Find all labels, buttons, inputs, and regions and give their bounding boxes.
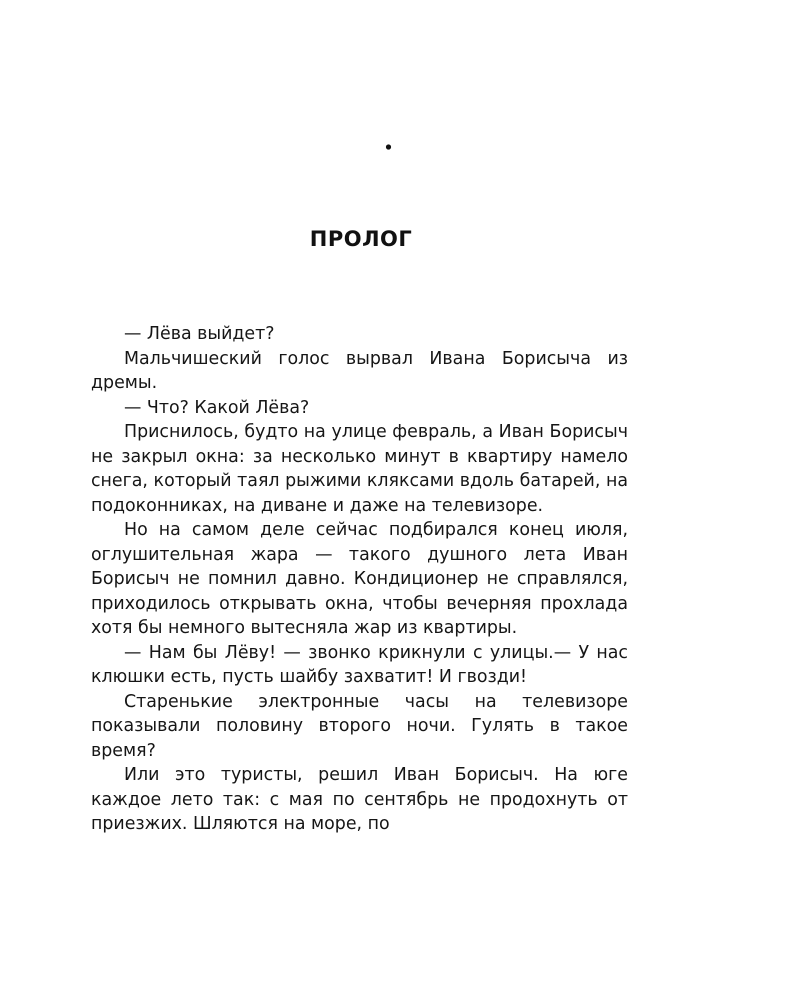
paragraph: Старенькие электронные часы на телевизоре показывали половину второго ночи. Гулять в такое время? bbox=[91, 691, 628, 761]
paragraph: Приснилось, будто на улице февраль, а Иван Борисыч не закрыл окна: за несколько минут в квартиру намело снега, который таял рыжими кляксами вдоль батарей, на подоконниках, на диване и даже на телевизоре. bbox=[91, 422, 628, 516]
paragraph: Или это туристы, решил Иван Борисыч. На юге каждое лето так: с мая по сентябрь не продохнуть от приезжих. Шляются на море, по bbox=[91, 765, 628, 834]
paragraph: — Что? Какой Лёва? bbox=[124, 397, 310, 418]
chapter-text bbox=[91, 322, 628, 837]
chapter-title: ПРОЛОГ bbox=[309, 227, 413, 251]
crescent-moon-icon bbox=[360, 132, 394, 162]
paragraph: — Лёва выйдет? bbox=[124, 324, 275, 344]
paragraph: — Нам бы Лёву! — звонко крикнули с улицы.— У нас клюшки есть, пусть шайбу захватит! И гвозди! bbox=[91, 642, 628, 687]
paragraph: Но на самом деле сейчас подбирался конец июля, оглушительная жара — такого душного лета Иван Борисыч не помнил давно. Кондиционер не справлялся, приходилось открывать окна, чтобы вечерняя прохлада хотя бы немного вытесняла жар из квартиры. bbox=[91, 520, 628, 638]
paragraph: Мальчишеский голос вырвал Ивана Борисыча из дремы. bbox=[91, 348, 628, 393]
